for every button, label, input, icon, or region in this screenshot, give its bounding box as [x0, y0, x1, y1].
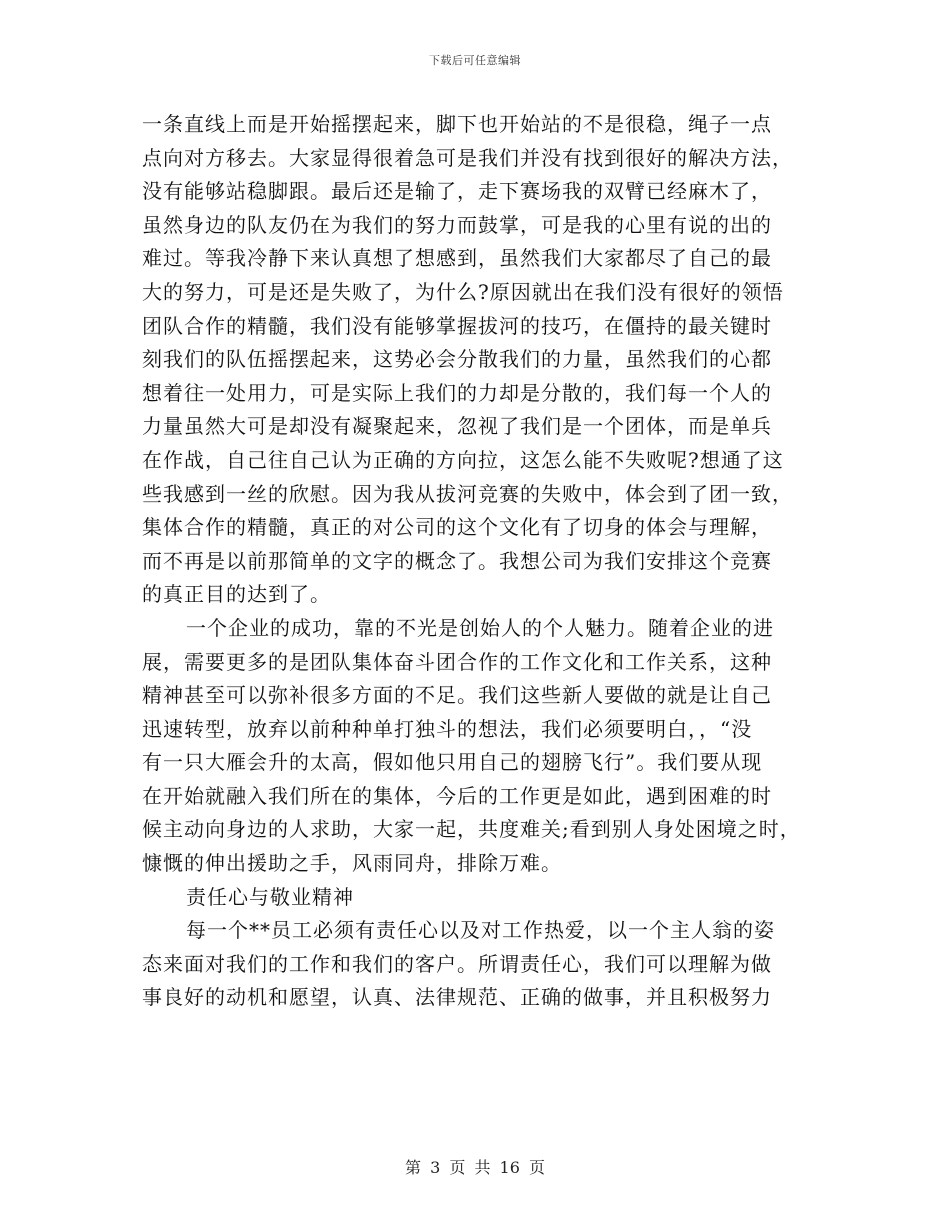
text-line: 事良好的动机和愿望，认真、法律规范、正确的做事，并且积极努力	[142, 985, 772, 1010]
text-line: 态来面对我们的工作和我们的客户。所谓责任心，我们可以理解为做	[142, 951, 772, 976]
text-line: 而不再是以前那简单的文字的概念了。我想公司为我们安排这个竞赛	[142, 548, 772, 573]
text-line: 难过。等我冷静下来认真想了想感到，虽然我们大家都尽了自己的最	[142, 246, 772, 271]
document-body	[142, 108, 822, 1015]
text-line: 在作战，自己往自己认为正确的方向拉，这怎么能不失败呢?想通了这	[142, 447, 784, 472]
text-line: 刻我们的队伍摇摆起来，这势必会分散我们的力量，虽然我们的心都	[142, 347, 772, 372]
text-line: 虽然身边的队友仍在为我们的努力而鼓掌，可是我的心里有说的出的	[142, 212, 772, 237]
text-line: 候主动向身边的人求助，大家一起，共度难关;看到别人身处困境之时，	[142, 817, 801, 842]
text-line: 迅速转型，放弃以前种种单打独斗的想法，我们必须要明白，，“没	[142, 716, 753, 741]
text-line: 想着往一处用力，可是实际上我们的力却是分散的，我们每一个人的	[142, 380, 772, 405]
text-line: 的真正目的达到了。	[142, 582, 331, 607]
text-line: 慷慨的伸出援助之手，风雨同舟，排除万难。	[142, 851, 562, 876]
text-line: 大的努力，可是还是失败了，为什么?原因就出在我们没有很好的领悟	[142, 279, 784, 304]
page-number-footer: 第 3 页 共 16 页	[405, 1158, 545, 1177]
text-line: 展，需要更多的是团队集体奋斗团合作的工作文化和工作关系，这种	[142, 649, 772, 674]
text-line: 集体合作的精髓，真正的对公司的这个文化有了切身的体会与理解，	[142, 515, 772, 540]
paragraph-start-line: 每一个**员工必须有责任心以及对工作热爱，以一个主人翁的姿	[186, 918, 775, 943]
paragraph-start-line: 一个企业的成功，靠的不光是创始人的个人魅力。随着企业的进	[186, 615, 774, 640]
text-line: 点向对方移去。大家显得很着急可是我们并没有找到很好的解决方法，	[142, 145, 793, 170]
page-header-note: 下载后可任意编辑	[429, 54, 521, 67]
text-line: 一条直线上而是开始摇摆起来，脚下也开始站的不是很稳，绳子一点	[142, 112, 772, 136]
text-line: 没有能够站稳脚跟。最后还是输了，走下赛场我的双臂已经麻木了，	[142, 179, 772, 204]
text-line: 团队合作的精髓，我们没有能够掌握拔河的技巧，在僵持的最关键时	[142, 313, 772, 338]
text-line: 有一只大雁会升的太高，假如他只用自己的翅膀飞行”。我们要从现	[142, 750, 763, 775]
section-heading: 责任心与敬业精神	[186, 884, 354, 909]
text-line: 些我感到一丝的欣慰。因为我从拔河竞赛的失败中，体会到了团一致，	[142, 481, 793, 506]
text-line: 在开始就融入我们所在的集体，今后的工作更是如此，遇到困难的时	[142, 783, 772, 808]
text-line: 精神甚至可以弥补很多方面的不足。我们这些新人要做的就是让自己	[142, 683, 772, 708]
text-line: 力量虽然大可是却没有凝聚起来，忽视了我们是一个团体，而是单兵	[142, 414, 772, 439]
